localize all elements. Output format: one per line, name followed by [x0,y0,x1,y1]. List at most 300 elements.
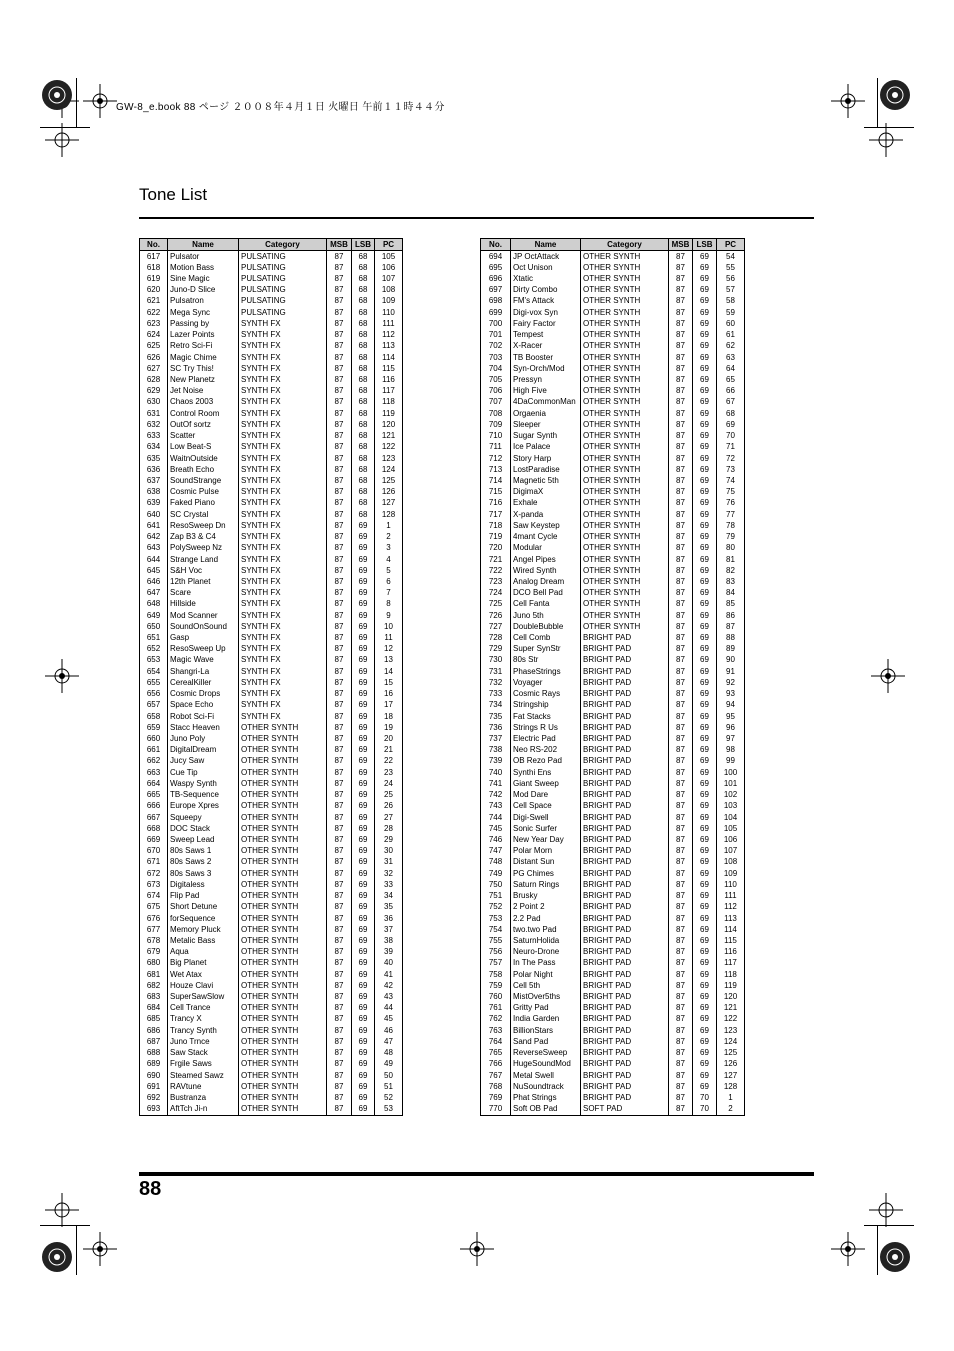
table-row [140,1070,403,1081]
pc-value: 3 [375,543,403,554]
tone-category: SOFT PAD [581,1104,669,1116]
table-row [140,1025,403,1036]
tone-name: 80s Saws 2 [168,857,239,868]
tone-number: 629 [140,386,168,397]
table-row [481,520,745,531]
pc-value: 73 [717,464,745,475]
pc-value: 87 [717,621,745,632]
tone-number: 706 [481,386,511,397]
pc-value: 67 [717,397,745,408]
table-row [481,778,745,789]
tone-category: OTHER SYNTH [581,330,669,341]
pc-value: 111 [375,318,403,329]
table-row [140,576,403,587]
lsb-value: 69 [693,498,717,509]
msb-value: 87 [327,1003,352,1014]
tone-category: BRIGHT PAD [581,1092,669,1103]
tone-number: 705 [481,374,511,385]
tone-category: SYNTH FX [239,363,327,374]
msb-value: 87 [327,273,352,284]
tone-category: SYNTH FX [239,632,327,643]
lsb-value: 69 [352,778,375,789]
lsb-value: 68 [352,464,375,475]
tone-name: RAVtune [168,1081,239,1092]
lsb-value: 69 [693,374,717,385]
pc-value: 117 [717,958,745,969]
col-category-header: Category [581,239,669,251]
lsb-value: 68 [352,442,375,453]
tone-name: Waspy Synth [168,778,239,789]
tone-category: OTHER SYNTH [581,374,669,385]
col-no-header: No. [481,239,511,251]
pc-value: 32 [375,868,403,879]
tone-category: OTHER SYNTH [239,722,327,733]
msb-value: 87 [327,509,352,520]
registration-mark-icon [460,1232,494,1266]
lsb-value: 69 [693,700,717,711]
lsb-value: 69 [693,689,717,700]
msb-value: 87 [669,790,693,801]
lsb-value: 69 [352,756,375,767]
msb-value: 87 [327,397,352,408]
pc-value: 112 [375,330,403,341]
pc-value: 106 [717,834,745,845]
tone-number: 734 [481,700,511,711]
tone-name: 2 Point 2 [511,902,581,913]
registration-mark-icon [869,123,903,157]
table-row [140,666,403,677]
msb-value: 87 [669,543,693,554]
lsb-value: 69 [352,689,375,700]
tone-name: Big Planet [168,958,239,969]
tone-name: NuSoundtrack [511,1081,581,1092]
lsb-value: 69 [693,767,717,778]
tone-name: Modular [511,543,581,554]
tone-name: SoundOnSound [168,621,239,632]
tone-category: BRIGHT PAD [581,1081,669,1092]
tone-name: Neo RS-202 [511,745,581,756]
msb-value: 87 [327,711,352,722]
lsb-value: 68 [352,285,375,296]
registration-mark-icon [831,84,865,118]
tone-name: Cosmic Drops [168,689,239,700]
lsb-value: 68 [352,408,375,419]
tone-number: 663 [140,767,168,778]
tone-category: OTHER SYNTH [581,554,669,565]
pc-value: 80 [717,543,745,554]
print-header: GW-8_e.book 88 ページ ２００８年４月１日 火曜日 午前１１時４４分 [116,102,445,113]
table-row [140,1003,403,1014]
lsb-value: 69 [693,475,717,486]
table-row [481,969,745,980]
msb-value: 87 [669,1081,693,1092]
pc-value: 69 [717,419,745,430]
lsb-value: 69 [693,509,717,520]
tone-category: SYNTH FX [239,520,327,531]
lsb-value: 69 [693,790,717,801]
pc-value: 48 [375,1048,403,1059]
pc-value: 31 [375,857,403,868]
lsb-value: 69 [352,924,375,935]
lsb-value: 69 [352,857,375,868]
tone-category: OTHER SYNTH [581,363,669,374]
tone-name: Mega Sync [168,307,239,318]
msb-value: 87 [327,756,352,767]
table-row [481,677,745,688]
tone-name: HugeSoundMod [511,1059,581,1070]
msb-value: 87 [327,554,352,565]
msb-value: 87 [327,330,352,341]
msb-value: 87 [327,262,352,273]
msb-value: 87 [327,1081,352,1092]
table-row [481,453,745,464]
tone-category: OTHER SYNTH [239,857,327,868]
lsb-value: 69 [693,823,717,834]
pc-value: 10 [375,621,403,632]
tone-number: 619 [140,273,168,284]
lsb-value: 69 [693,980,717,991]
pc-value: 114 [375,352,403,363]
tone-number: 685 [140,1014,168,1025]
tone-number: 628 [140,374,168,385]
lsb-value: 69 [352,722,375,733]
tone-name: Sweep Lead [168,834,239,845]
pc-value: 26 [375,801,403,812]
table-row [140,913,403,924]
pc-value: 14 [375,666,403,677]
msb-value: 87 [327,318,352,329]
tone-category: OTHER SYNTH [239,924,327,935]
table-row [140,1081,403,1092]
tone-number: 717 [481,509,511,520]
tone-category: BRIGHT PAD [581,801,669,812]
tone-number: 748 [481,857,511,868]
msb-value: 87 [669,980,693,991]
tone-number: 709 [481,419,511,430]
lsb-value: 68 [352,386,375,397]
lsb-value: 69 [352,1081,375,1092]
table-row [481,947,745,958]
pc-value: 116 [717,947,745,958]
lsb-value: 69 [352,1048,375,1059]
lsb-value: 69 [693,397,717,408]
tone-category: BRIGHT PAD [581,1025,669,1036]
tone-name: Soft OB Pad [511,1104,581,1116]
tone-number: 768 [481,1081,511,1092]
tone-name: 80s Str [511,655,581,666]
tone-name: Dirty Combo [511,285,581,296]
tone-name: Cosmic Rays [511,689,581,700]
table-row [140,251,403,263]
tone-category: OTHER SYNTH [239,958,327,969]
tone-number: 752 [481,902,511,913]
lsb-value: 69 [693,935,717,946]
tone-name: Digi-vox Syn [511,307,581,318]
tone-number: 701 [481,330,511,341]
tone-category: OTHER SYNTH [239,1104,327,1116]
lsb-value: 69 [352,969,375,980]
pc-value: 109 [717,868,745,879]
tone-name: X-panda [511,509,581,520]
lsb-value: 69 [352,879,375,890]
table-row [140,621,403,632]
tone-number: 680 [140,958,168,969]
pc-value: 119 [717,980,745,991]
tone-number: 737 [481,733,511,744]
tone-name: Trancy Synth [168,1025,239,1036]
tone-number: 697 [481,285,511,296]
tone-name: Metal Swell [511,1070,581,1081]
msb-value: 87 [669,823,693,834]
tone-category: BRIGHT PAD [581,812,669,823]
msb-value: 87 [327,1070,352,1081]
lsb-value: 69 [693,947,717,958]
table-row [140,464,403,475]
tone-category: SYNTH FX [239,408,327,419]
msb-value: 87 [669,1036,693,1047]
tone-number: 636 [140,464,168,475]
pc-value: 93 [717,689,745,700]
lsb-value: 69 [352,700,375,711]
table-row [481,565,745,576]
table-row [140,969,403,980]
tone-number: 660 [140,733,168,744]
pc-value: 22 [375,756,403,767]
lsb-value: 68 [352,431,375,442]
tone-category: BRIGHT PAD [581,924,669,935]
tone-category: OTHER SYNTH [239,745,327,756]
crop-line [877,1225,878,1275]
tone-name: Scare [168,588,239,599]
lsb-value: 69 [693,408,717,419]
pc-value: 124 [375,464,403,475]
tone-name: Jucy Saw [168,756,239,767]
lsb-value: 69 [693,487,717,498]
tone-number: 742 [481,790,511,801]
tone-category: OTHER SYNTH [239,1025,327,1036]
msb-value: 87 [669,386,693,397]
table-row [140,632,403,643]
table-row [140,318,403,329]
tone-number: 765 [481,1048,511,1059]
tone-category: SYNTH FX [239,374,327,385]
tone-number: 711 [481,442,511,453]
msb-value: 87 [327,666,352,677]
tone-number: 731 [481,666,511,677]
tone-name: X-Racer [511,341,581,352]
table-row [140,498,403,509]
tone-category: OTHER SYNTH [581,431,669,442]
tone-number: 625 [140,341,168,352]
registration-mark-icon [45,659,79,693]
tone-number: 721 [481,554,511,565]
tone-category: BRIGHT PAD [581,1059,669,1070]
tone-category: OTHER SYNTH [581,588,669,599]
tone-name: Memory Pluck [168,924,239,935]
tone-name: SC Try This! [168,363,239,374]
msb-value: 87 [327,689,352,700]
tone-number: 729 [481,644,511,655]
tone-name: Electric Pad [511,733,581,744]
pc-value: 94 [717,700,745,711]
tone-category: OTHER SYNTH [239,756,327,767]
msb-value: 87 [327,1048,352,1059]
pc-value: 124 [717,1036,745,1047]
tone-category: OTHER SYNTH [239,823,327,834]
tone-name: Polar Night [511,969,581,980]
tone-category: SYNTH FX [239,464,327,475]
pc-value: 125 [717,1048,745,1059]
col-no-header: No. [140,239,168,251]
table-row [481,1025,745,1036]
lsb-value: 69 [693,565,717,576]
lsb-value: 69 [352,1036,375,1047]
lsb-value: 69 [352,991,375,1002]
table-row [140,341,403,352]
table-row [481,273,745,284]
msb-value: 87 [669,397,693,408]
lsb-value: 69 [693,644,717,655]
tone-number: 749 [481,868,511,879]
table-row [140,778,403,789]
msb-value: 87 [669,846,693,857]
tone-category: SYNTH FX [239,318,327,329]
table-row [140,1104,403,1116]
tone-number: 740 [481,767,511,778]
title-rule [139,217,814,219]
crop-line [864,127,914,128]
pc-value: 33 [375,879,403,890]
msb-value: 87 [669,677,693,688]
lsb-value: 68 [352,330,375,341]
table-row [140,487,403,498]
tone-name: Xtatic [511,273,581,284]
tone-category: SYNTH FX [239,475,327,486]
table-row [140,644,403,655]
pc-value: 35 [375,902,403,913]
tone-category: BRIGHT PAD [581,644,669,655]
pc-value: 113 [375,341,403,352]
tone-category: OTHER SYNTH [581,487,669,498]
msb-value: 87 [669,307,693,318]
tone-number: 661 [140,745,168,756]
tone-category: SYNTH FX [239,431,327,442]
tone-category: SYNTH FX [239,711,327,722]
msb-value: 87 [669,599,693,610]
tone-number: 744 [481,812,511,823]
msb-value: 87 [669,801,693,812]
lsb-value: 69 [693,419,717,430]
corner-target-icon [878,1240,912,1274]
tone-category: BRIGHT PAD [581,890,669,901]
msb-value: 87 [669,1092,693,1103]
lsb-value: 69 [352,599,375,610]
table-row [481,913,745,924]
page-number: 88 [139,1178,162,1200]
tone-name: Saw Stack [168,1048,239,1059]
tone-category: BRIGHT PAD [581,913,669,924]
lsb-value: 69 [352,790,375,801]
tone-category: OTHER SYNTH [581,273,669,284]
lsb-value: 69 [693,296,717,307]
col-lsb-header: LSB [352,239,375,251]
tone-number: 622 [140,307,168,318]
lsb-value: 69 [352,890,375,901]
msb-value: 87 [669,588,693,599]
tone-number: 627 [140,363,168,374]
tone-name: DigitalDream [168,745,239,756]
tone-name: Cosmic Pulse [168,487,239,498]
lsb-value: 69 [352,666,375,677]
tone-name: Strings R Us [511,722,581,733]
pc-value: 116 [375,374,403,385]
tone-category: SYNTH FX [239,700,327,711]
pc-value: 16 [375,689,403,700]
lsb-value: 69 [693,846,717,857]
table-row [481,262,745,273]
tone-category: BRIGHT PAD [581,666,669,677]
tone-name: Saw Keystep [511,520,581,531]
tone-name: MistOver5ths [511,991,581,1002]
tone-category: OTHER SYNTH [239,1059,327,1070]
tone-name: Space Echo [168,700,239,711]
tone-category: SYNTH FX [239,341,327,352]
tone-category: PULSATING [239,273,327,284]
tone-number: 668 [140,823,168,834]
table-row [481,1048,745,1059]
table-row [140,374,403,385]
tone-number: 681 [140,969,168,980]
lsb-value: 69 [352,610,375,621]
tone-name: Pulsator [168,251,239,263]
col-msb-header: MSB [327,239,352,251]
lsb-value: 69 [693,285,717,296]
tone-category: SYNTH FX [239,498,327,509]
msb-value: 87 [669,520,693,531]
table-row [140,935,403,946]
tone-number: 652 [140,644,168,655]
table-row [481,879,745,890]
pc-value: 128 [717,1081,745,1092]
pc-value: 86 [717,610,745,621]
msb-value: 87 [669,1003,693,1014]
table-row [140,677,403,688]
tone-number: 738 [481,745,511,756]
table-row [481,251,745,263]
msb-value: 87 [327,352,352,363]
msb-value: 87 [669,498,693,509]
tone-category: OTHER SYNTH [239,991,327,1002]
msb-value: 87 [327,868,352,879]
table-row [140,453,403,464]
pc-value: 111 [717,890,745,901]
pc-value: 49 [375,1059,403,1070]
msb-value: 87 [327,386,352,397]
msb-value: 87 [669,745,693,756]
table-row [140,823,403,834]
lsb-value: 69 [693,1059,717,1070]
msb-value: 87 [669,610,693,621]
table-row [140,655,403,666]
crop-line [864,1225,914,1226]
msb-value: 87 [669,1025,693,1036]
msb-value: 87 [669,442,693,453]
table-row [140,509,403,520]
tone-number: 730 [481,655,511,666]
tone-category: BRIGHT PAD [581,722,669,733]
lsb-value: 68 [352,341,375,352]
tone-name: DigimaX [511,487,581,498]
